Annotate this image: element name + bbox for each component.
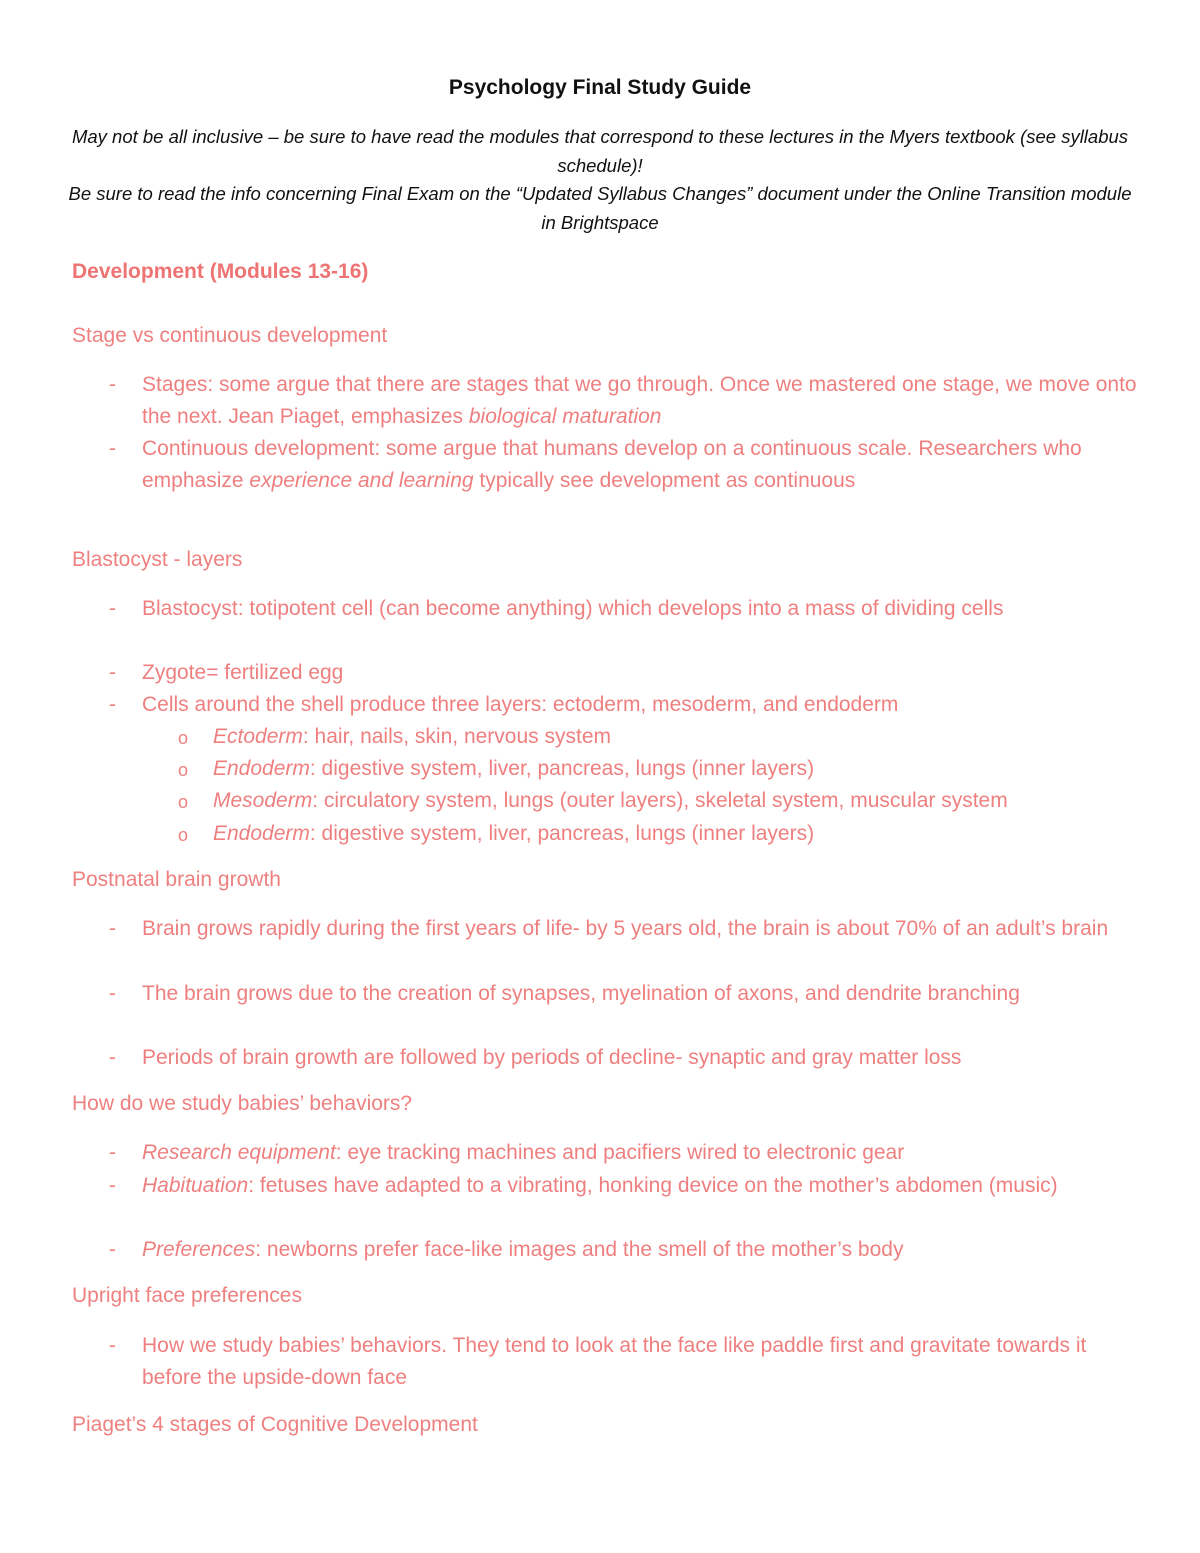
- section-heading: Development (Modules 13-16): [72, 260, 369, 283]
- bullet-item: Continuous development: some argue that humans develop on a continuous scale. Researchers who emphasize experience and learning typically see development as continuous: [142, 437, 1082, 493]
- subtitle-line-1: May not be all inclusive – be sure to have read the modules that correspond to these lectures in the Myers textbook (see syllabus schedule)!: [71, 126, 1129, 176]
- bullet-dash: -: [109, 693, 116, 716]
- document-subtitle: [60, 123, 1140, 237]
- bullet-item: How we study babies’ behaviors. They tend to look at the face like paddle first and gravitate towards it before the upside-down face: [142, 1334, 1087, 1390]
- bullet-dash: -: [109, 1174, 116, 1197]
- bullet-item: Cells around the shell produce three layers: ectoderm, mesoderm, and endoderm: [142, 693, 899, 716]
- bullet-item: Preferences: newborns prefer face-like images and the smell of the mother’s body: [142, 1238, 904, 1261]
- sub-bullet-item: Mesoderm: circulatory system, lungs (outer layers), skeletal system, muscular system: [213, 789, 1008, 812]
- bullet-dash: -: [109, 1238, 116, 1261]
- sub-bullet-marker: o: [178, 760, 189, 780]
- subtitle-line-2: Be sure to read the info concerning Final Exam on the “Updated Syllabus Changes” document under the Online Transition module in Brightspace: [68, 183, 1132, 233]
- bullet-item: Stages: some argue that there are stages that we go through. Once we mastered one stage, we move onto the next. Jean Piaget, emphasizes biological maturation: [142, 373, 1137, 429]
- sub-bullet-item: Ectoderm: hair, nails, skin, nervous system: [213, 725, 611, 748]
- bullet-dash: -: [109, 373, 116, 396]
- bullet-dash: -: [109, 1141, 116, 1164]
- bullet-item: Research equipment: eye tracking machines and pacifiers wired to electronic gear: [142, 1141, 905, 1164]
- bullet-item: The brain grows due to the creation of synapses, myelination of axons, and dendrite branching: [142, 982, 1020, 1005]
- bullet-dash: -: [109, 1046, 116, 1069]
- bullet-item: Habituation: fetuses have adapted to a vibrating, honking device on the mother’s abdomen (music): [142, 1174, 1058, 1197]
- sub-bullet-marker: o: [178, 825, 189, 845]
- bullet-dash: -: [109, 437, 116, 460]
- bullet-item: Zygote= fertilized egg: [142, 661, 344, 684]
- bullet-item: Brain grows rapidly during the first years of life- by 5 years old, the brain is about 70% of an adult’s brain: [142, 917, 1109, 940]
- topic-heading: Stage vs continuous development: [72, 324, 388, 347]
- sub-bullet-marker: o: [178, 728, 189, 748]
- sub-bullet-item: Endoderm: digestive system, liver, pancreas, lungs (inner layers): [213, 822, 815, 845]
- bullet-dash: -: [109, 597, 116, 620]
- bullet-item: Blastocyst: totipotent cell (can become anything) which develops into a mass of dividing cells: [142, 597, 1004, 620]
- bullet-dash: -: [109, 1334, 116, 1357]
- topic-heading: Postnatal brain growth: [72, 868, 281, 891]
- topic-heading: Piaget’s 4 stages of Cognitive Development: [72, 1413, 478, 1436]
- bullet-dash: -: [109, 982, 116, 1005]
- sub-bullet-item: Endoderm: digestive system, liver, pancreas, lungs (inner layers): [213, 757, 815, 780]
- bullet-dash: -: [109, 917, 116, 940]
- document-title: Psychology Final Study Guide: [448, 76, 752, 99]
- topic-heading: Upright face preferences: [72, 1284, 302, 1307]
- topic-heading: How do we study babies’ behaviors?: [72, 1092, 413, 1115]
- bullet-item: Periods of brain growth are followed by periods of decline- synaptic and gray matter loss: [142, 1046, 962, 1069]
- bullet-dash: -: [109, 661, 116, 684]
- topic-heading: Blastocyst - layers: [72, 548, 243, 571]
- sub-bullet-marker: o: [178, 792, 189, 812]
